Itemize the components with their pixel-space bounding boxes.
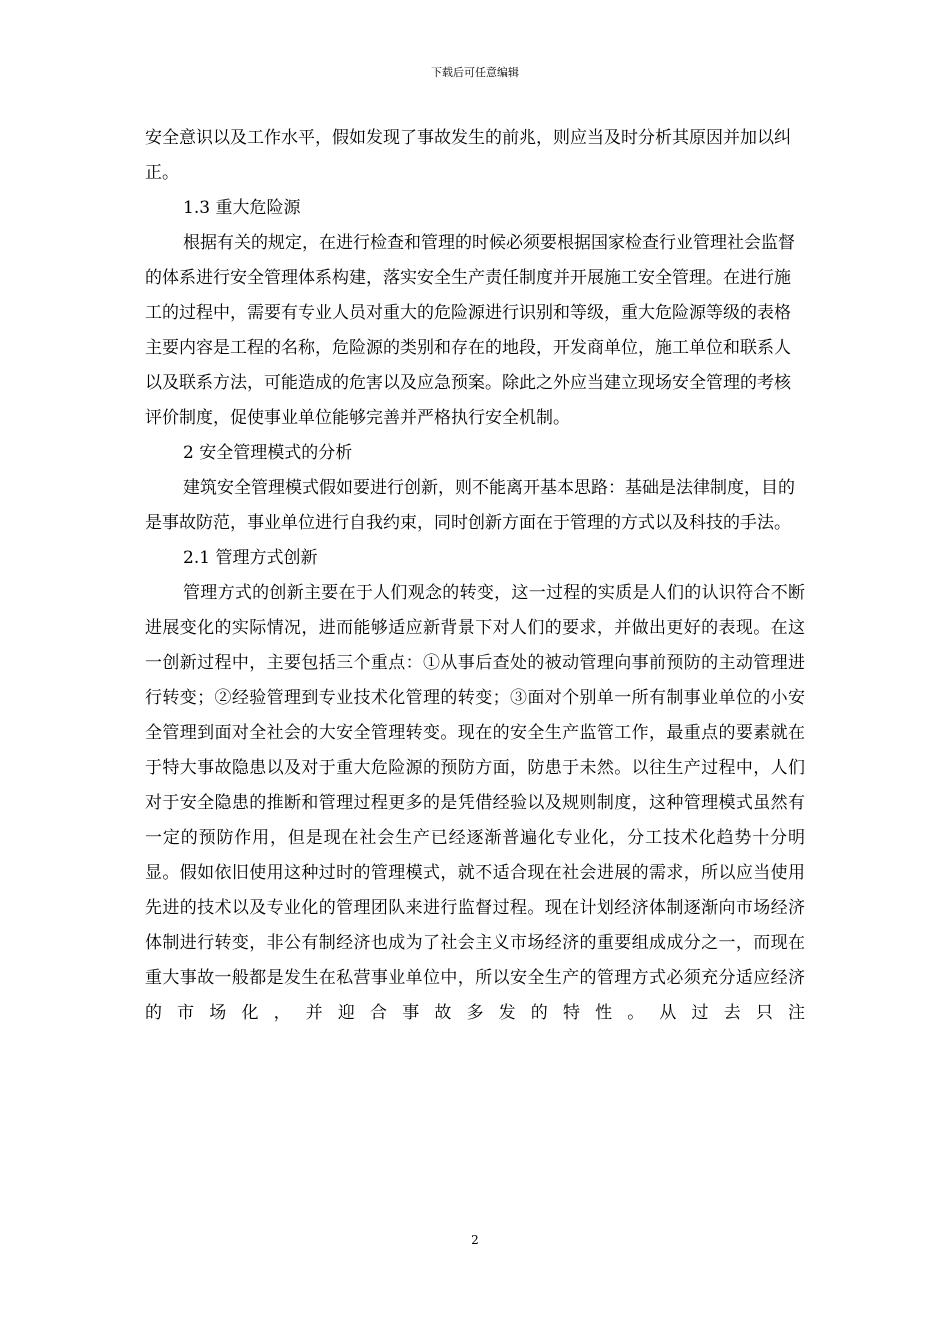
page-number: 2 — [471, 1233, 479, 1247]
paragraph-safety-mode-analysis: 建筑安全管理模式假如要进行创新，则不能离开基本思路：基础是法律制度，目的是事故防范，事业单位进行自我约束，同时创新方面在于管理的方式以及科技的手法。 — [145, 478, 795, 533]
page-header: 下载后可任意编辑 — [431, 66, 519, 79]
paragraph-continued: 安全意识以及工作水平，假如发现了事故发生的前兆，则应当及时分析其原因并加以纠正。 — [145, 128, 791, 183]
paragraph-major-hazards: 根据有关的规定，在进行检查和管理的时候必须要根据国家检查行业管理社会监督的体系进行安全管理体系构建，落实安全生产责任制度并开展施工安全管理。在进行施工的过程中，需要有专业人员对重大的危险源进行识别和等级，重大危险源等级的表格主要内容是工程的名称，危险源的类别和存在的地段，开发商单位，施工单位和联系人以及联系方法，可能造成的危害以及应急预案。除此之外应当建立现场安全管理的考核评价制度，促使事业单位能够完善并严格执行安全机制。 — [145, 233, 795, 428]
section-heading-1-3: 1.3 重大危险源 — [183, 198, 301, 218]
document-body — [145, 121, 805, 1031]
section-heading-2-1: 2.1 管理方式创新 — [183, 548, 318, 568]
paragraph-management-innovation: 管理方式的创新主要在于人们观念的转变，这一过程的实质是人们的认识符合不断进展变化的实际情况，进而能够适应新背景下对人们的要求，并做出更好的表现。在这一创新过程中，主要包括三个重点：①从事后查处的被动管理向事前预防的主动管理进行转变；②经验管理到专业技术化管理的转变；③面对个别单一所有制事业单位的小安全管理到面对全社会的大安全管理转变。现在的安全生产监管工作，最重点的要素就在于特大事故隐患以及对于重大危险源的预防方面，防患于未然。以往生产过程中，人们对于安全隐患的推断和管理过程更多的是凭借经验以及规则制度，这种管理模式虽然有一定的预防作用，但是现在社会生产已经逐渐普遍化专业化，分工技术化趋势十分明显。假如依旧使用这种过时的管理模式，就不适合现在社会进展的需求，所以应当使用先进的技术以及专业化的管理团队来进行监督过程。现在计划经济体制逐渐向市场经济体制进行转变，非公有制经济也成为了社会主义市场经济的重要组成成分之一，而现在重大事故一般都是发生在私营事业单位中，所以安全生产的管理方式必须充分适应经济的市场化，并迎合事故多发的特性。从过去只注 — [145, 583, 805, 1023]
section-heading-2: 2 安全管理模式的分析 — [183, 443, 353, 463]
